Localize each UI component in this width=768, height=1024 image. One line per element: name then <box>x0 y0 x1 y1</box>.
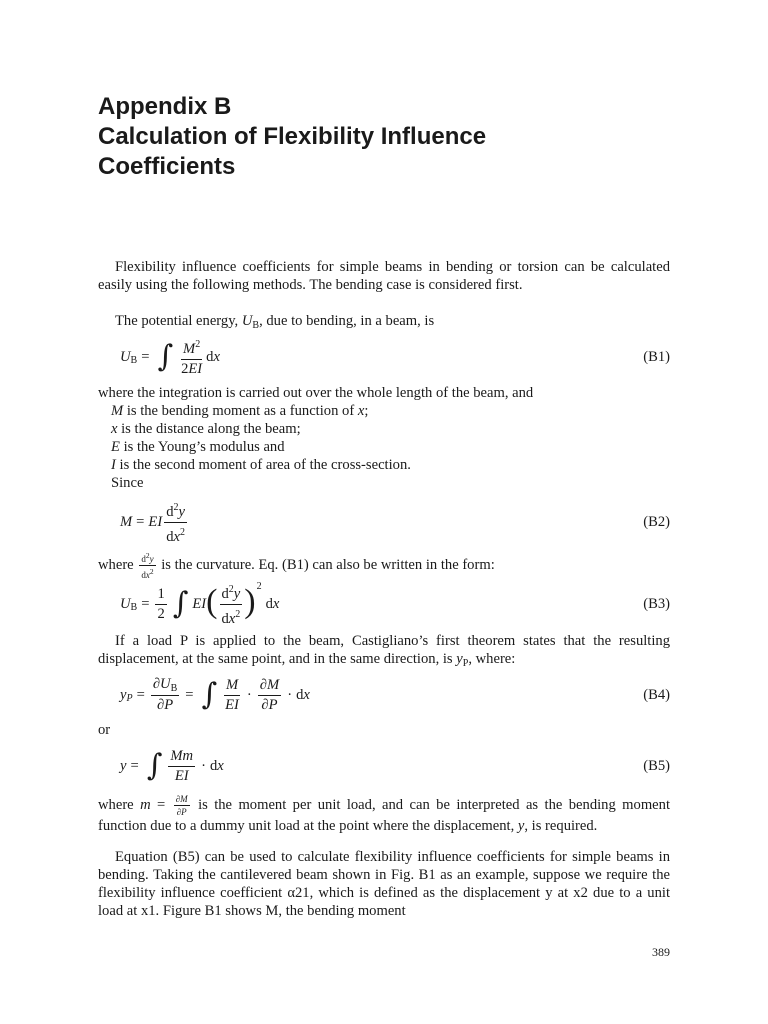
equation-b1 <box>98 330 670 384</box>
or-label: or <box>98 722 111 738</box>
heading-line-1: Appendix B <box>98 93 232 120</box>
heading-line-3: Coefficients <box>98 153 236 180</box>
heading-line-2: Calculation of Flexibility Influence <box>98 123 487 150</box>
energy-sentence <box>98 312 670 332</box>
equation-b2 <box>98 495 670 549</box>
definitions-block <box>98 384 670 492</box>
castigliano-text: If a load P is applied to the beam, Castigliano’s first theorem states that the resulting displacement, at the same point, and in the same direction, is <box>98 633 670 667</box>
equation-b4-formula: y P = $\frac{\partial U_B}{\partial P}$ = ∫ $\frac{M}{EI}$ · $\frac{\partial M}{\partial P}$ · dx <box>120 676 310 713</box>
final-paragraph: Equation (B5) can be used to calculate flexibility influence coefficients for simple beams in bending. Taking the cantilevered beam shown in Fig. B1 as an example, suppose we require the flexibility influence coefficient α21, which is defined as the displacement y at x2 due to a unit load at x1. Figure B1 shows M, the bending moment <box>98 849 670 919</box>
equation-b4-number: (B4) <box>643 687 670 703</box>
castigliano-paragraph: If a load P is applied to the beam, Castigliano’s first theorem states that the resulting displacement, at the same point, and in the same direction, is $y_P$, where: <box>98 633 670 669</box>
equation-b1-number: (B1) <box>643 349 670 365</box>
equation-b2-formula: M = EI $\frac{d^2y}{dx^2}$ <box>120 495 189 549</box>
definition-m: M is the bending moment as a function of x; <box>111 403 369 419</box>
energy-tail: , due to bending, in a beam, is <box>259 313 435 329</box>
energy-var: U <box>241 313 253 329</box>
unit-load-text: is the moment per unit load, and can be interpreted as the bending moment function due to a dummy unit load at the point where the displacement, <box>98 796 671 834</box>
intro-paragraph: Flexibility influence coefficients for simple beams in bending or torsion can be calculated easily using the following methods. The bending case is considered first. <box>98 259 670 293</box>
where2-tail: is the curvature. Eq. (B1) can also be written in the form: <box>161 556 495 573</box>
where2-lead: where <box>98 556 134 573</box>
equation-b5-number: (B5) <box>643 758 670 774</box>
equation-b3-formula: U B = $\frac{1}{2}$ ∫ EI ( $\frac{d^2y}{dx^2}$ ) 2 dx <box>120 580 280 627</box>
energy-lead: The potential energy, <box>115 313 239 329</box>
page-number: 389 <box>652 945 670 959</box>
chapter-heading <box>98 92 698 182</box>
definition-x: x is the distance along the beam; <box>111 421 301 437</box>
equation-b3 <box>98 577 670 631</box>
equation-b5 <box>98 739 670 793</box>
unit-load-paragraph: where m = $\frac{\partial M}{\partial P}$ is the moment per unit load, and can be interpreted as the bending moment function due to a dummy unit load at the point where the displacement, y, is required. <box>98 794 671 834</box>
since-label: Since <box>111 475 144 491</box>
definition-e: E is the Young’s modulus and <box>111 439 285 455</box>
equation-b1-formula: U B = ∫ $\frac{M^2}{2EI}$ dx <box>120 330 220 384</box>
curvature-sentence: where $\frac{d^2y}{dx^2}$ is the curvature. Eq. (B1) can also be written in the form: <box>98 551 495 580</box>
equation-b5-formula: y = ∫ $\frac{Mm}{EI}$ · dx <box>120 747 224 784</box>
equation-b2-number: (B2) <box>643 514 670 530</box>
equation-b4 <box>98 668 670 722</box>
energy-sub: B <box>252 320 260 331</box>
equation-b3-number: (B3) <box>643 596 670 612</box>
where-intro: where the integration is carried out over the whole length of the beam, and <box>98 385 534 401</box>
definition-i: I is the second moment of area of the cross-section. <box>111 457 411 473</box>
